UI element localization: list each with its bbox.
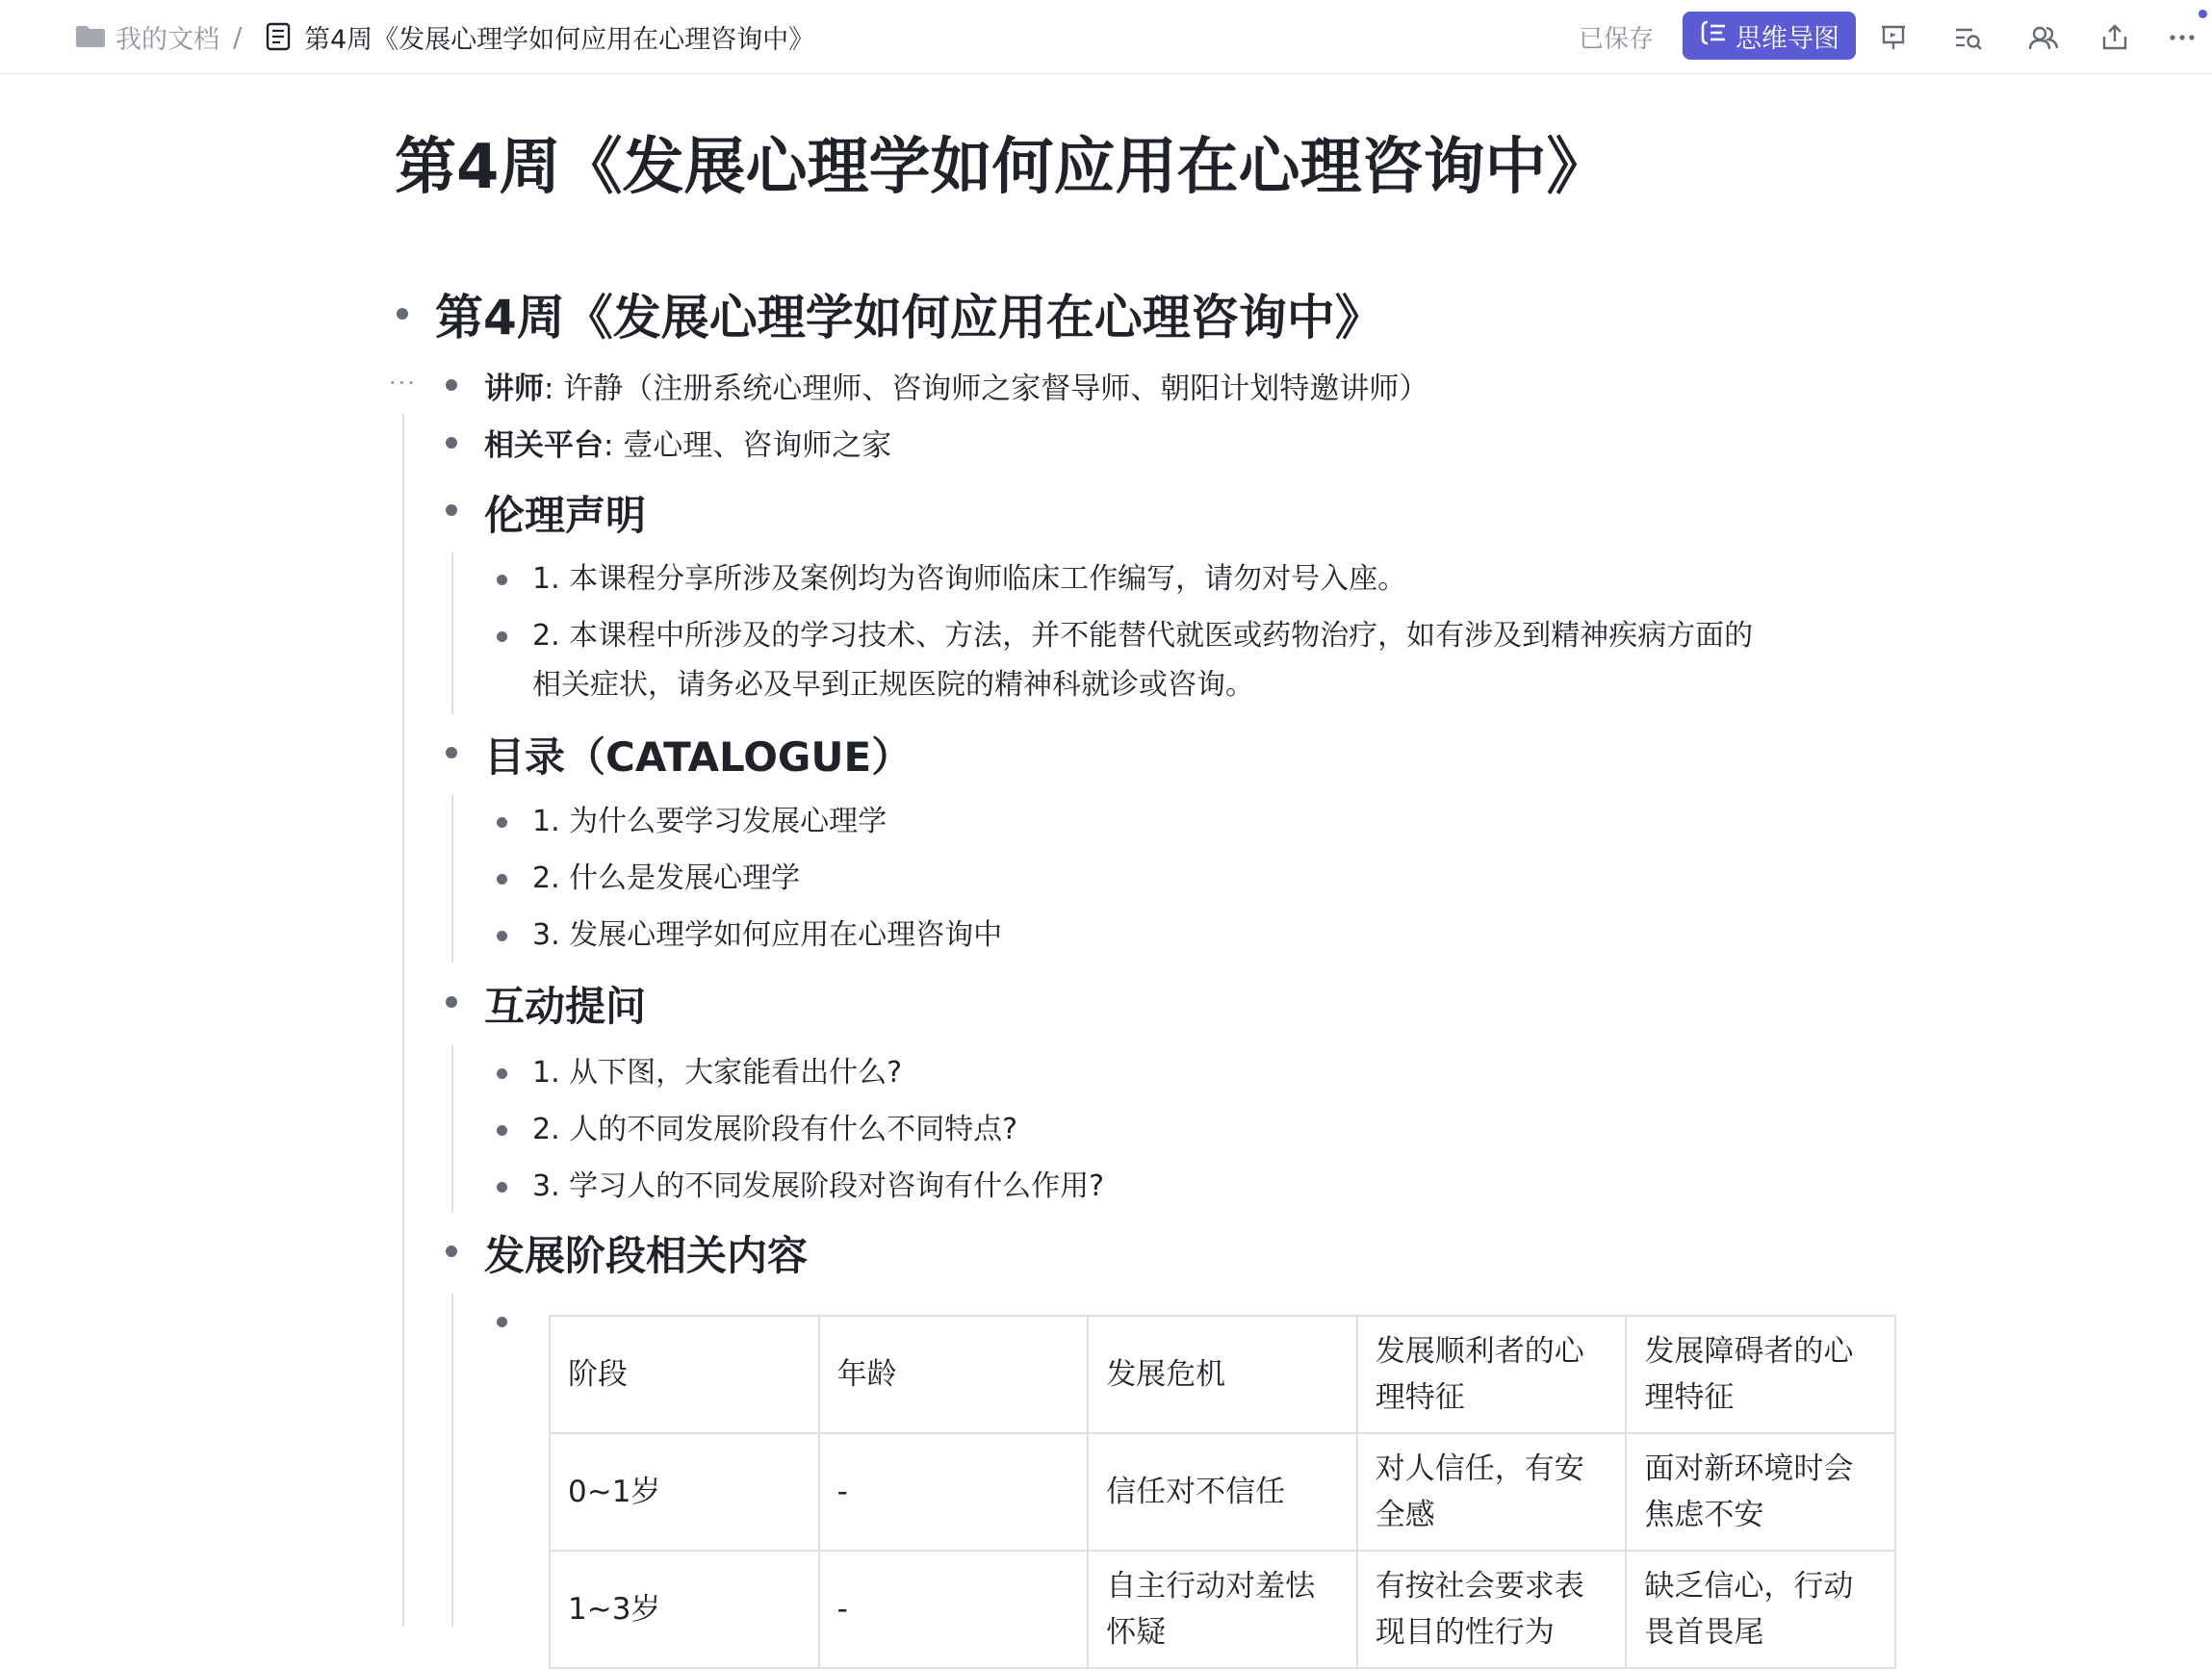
ethics-item-1[interactable]: 1. 本课程分享所涉及案例均为咨询师临床工作编写，请勿对号入座。 [532, 562, 1407, 596]
platform-label: 相关平台 [484, 428, 604, 463]
lecturer-colon: : [544, 372, 554, 406]
bullet[interactable] [497, 631, 507, 642]
platform-item[interactable] [484, 421, 891, 464]
table-header-cell[interactable]: 年龄 [819, 1316, 1089, 1433]
table-cell[interactable]: 缺乏信心，行动畏首畏尾 [1626, 1551, 1895, 1668]
mindmap-button[interactable] [1683, 12, 1856, 60]
ethics-item-2[interactable]: 2. 本课程中所涉及的学习技术、方法，并不能替代就医或药物治疗，如有涉及到精神疾病方面的 [532, 619, 1754, 653]
collaborators-icon[interactable] [2025, 19, 2062, 56]
bullet[interactable] [497, 817, 507, 828]
bullet[interactable] [446, 747, 457, 758]
stages-table[interactable] [549, 1315, 1896, 1669]
indent-guide [451, 552, 453, 714]
catalogue-heading[interactable]: 目录（CATALOGUE） [484, 733, 913, 781]
table-cell[interactable]: 0~1岁 [550, 1433, 819, 1551]
indent-guide [451, 1045, 453, 1213]
table-cell[interactable]: 信任对不信任 [1088, 1433, 1357, 1551]
bullet[interactable] [497, 1068, 507, 1079]
table-cell[interactable]: 有按社会要求表现目的性行为 [1357, 1551, 1627, 1668]
table-cell[interactable]: 对人信任，有安全感 [1357, 1433, 1627, 1551]
ethics-item-2-cont[interactable]: 相关症状，请务必及早到正规医院的精神科就诊或咨询。 [532, 668, 1254, 702]
saved-status: 已保存 [1579, 24, 1655, 54]
table-cell[interactable]: - [819, 1551, 1089, 1668]
table-row [550, 1433, 1895, 1551]
folder-icon [75, 25, 106, 48]
interaction-heading[interactable]: 互动提问 [484, 983, 647, 1030]
stages-heading[interactable]: 发展阶段相关内容 [484, 1232, 809, 1279]
breadcrumb-root[interactable] [75, 17, 219, 56]
interaction-item-2[interactable]: 2. 人的不同发展阶段有什么不同特点? [532, 1113, 1018, 1146]
notification-dot [2199, 10, 2207, 18]
breadcrumb-doc[interactable] [266, 17, 814, 56]
catalogue-item-3[interactable]: 3. 发展心理学如何应用在心理咨询中 [532, 918, 1003, 952]
indent-guide [451, 1294, 453, 1627]
document-icon [266, 22, 291, 51]
breadcrumb-root-label: 我的文档 [116, 24, 219, 55]
table-header-cell[interactable]: 发展障碍者的心理特征 [1626, 1316, 1895, 1433]
bullet[interactable] [446, 437, 457, 449]
node-handle-icon[interactable]: ··· [389, 370, 417, 397]
mindmap-icon [1699, 18, 1728, 54]
bullet[interactable] [497, 931, 507, 941]
bullet[interactable] [497, 1182, 507, 1193]
bullet[interactable] [446, 504, 457, 516]
bullet[interactable] [446, 379, 457, 391]
table-cell[interactable]: 1~3岁 [550, 1551, 819, 1668]
bullet[interactable] [497, 874, 507, 885]
platform-value: 壹心理、咨询师之家 [623, 428, 892, 463]
catalogue-item-1[interactable]: 1. 为什么要学习发展心理学 [532, 805, 887, 838]
interaction-item-3[interactable]: 3. 学习人的不同发展阶段对咨询有什么作用? [532, 1169, 1105, 1203]
presentation-icon[interactable] [1875, 19, 1912, 56]
table-cell[interactable]: - [819, 1433, 1089, 1551]
interaction-item-1[interactable]: 1. 从下图，大家能看出什么? [532, 1056, 903, 1090]
lecturer-label: 讲师 [484, 372, 544, 406]
stages-table-container[interactable] [549, 1315, 1873, 1650]
breadcrumb-doc-label: 第4周《发展心理学如何应用在心理咨询中》 [304, 24, 815, 55]
table-header-cell[interactable]: 阶段 [550, 1316, 819, 1433]
lecturer-value: 许静（注册系统心理师、咨询师之家督导师、朝阳计划特邀讲师） [563, 372, 1429, 406]
breadcrumb-separator: / [233, 20, 243, 53]
page-title[interactable]: 第4周《发展心理学如何应用在心理咨询中》 [395, 132, 1608, 203]
top-bar [0, 0, 2212, 74]
bullet[interactable] [497, 1317, 507, 1327]
catalogue-item-2[interactable]: 2. 什么是发展心理学 [532, 861, 801, 895]
lecturer-item[interactable] [484, 364, 1428, 407]
ethics-heading[interactable]: 伦理声明 [484, 492, 647, 539]
indent-guide [402, 414, 404, 1627]
more-icon[interactable] [2164, 19, 2200, 56]
table-cell[interactable]: 自主行动对羞怯怀疑 [1088, 1551, 1357, 1668]
platform-colon: : [604, 428, 614, 463]
bullet[interactable] [397, 308, 408, 320]
mindmap-button-label: 思维导图 [1736, 23, 1839, 54]
bullet[interactable] [446, 1245, 457, 1257]
bullet[interactable] [446, 996, 457, 1008]
bullet[interactable] [497, 1125, 507, 1136]
table-header-row [550, 1316, 1895, 1433]
table-cell[interactable]: 面对新环境时会焦虑不安 [1626, 1433, 1895, 1551]
root-node[interactable]: 第4周《发展心理学如何应用在心理咨询中》 [435, 290, 1383, 346]
outline-search-icon[interactable] [1950, 19, 1987, 56]
share-icon[interactable] [2096, 19, 2133, 56]
table-row [550, 1551, 1895, 1668]
bullet[interactable] [497, 575, 507, 585]
table-header-cell[interactable]: 发展危机 [1088, 1316, 1357, 1433]
table-header-cell[interactable]: 发展顺利者的心理特征 [1357, 1316, 1627, 1433]
indent-guide [451, 795, 453, 963]
